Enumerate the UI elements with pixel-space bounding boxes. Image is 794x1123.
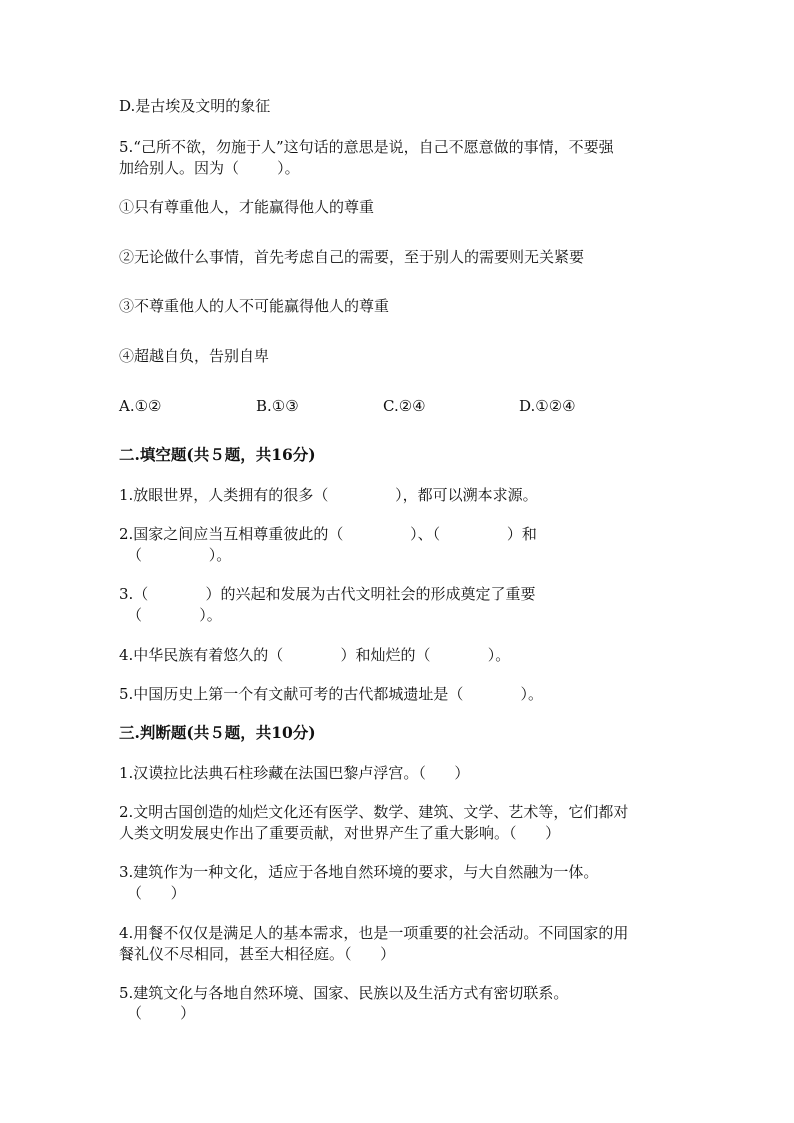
judge-q2-line1: 2.文明古国创造的灿烂文化还有医学、数学、建筑、文学、艺术等，它们都对: [119, 803, 629, 821]
fill-q5: 5.中国历史上第一个有文献可考的古代都城遗址是（ ）。: [119, 685, 544, 703]
fill-q3-line1: 3.（ ）的兴起和发展为古代文明社会的形成奠定了重要: [119, 585, 536, 603]
judge-q2-line2: 人类文明发展史作出了重要贡献，对世界产生了重大影响。（ ）: [119, 824, 561, 842]
fill-q3-line2: （ ）。: [127, 606, 222, 624]
q5-statement-4: ④超越自负，告别自卑: [119, 347, 270, 365]
q5-stem-line1: 5.“己所不欲，勿施于人”这句话的意思是说，自己不愿意做的事情，不要强: [119, 138, 614, 156]
judge-q3-line1: 3.建筑作为一种文化，适应于各地自然环境的要求，与大自然融为一体。: [119, 863, 599, 881]
fill-q1: 1.放眼世界，人类拥有的很多（ ），都可以溯本求源。: [119, 486, 538, 504]
q5-option-b: B.①③: [256, 397, 299, 415]
judge-q5-line2: （ ）: [127, 1004, 196, 1022]
judge-q4-line2: 餐礼仪不尽相同，甚至大相径庭。（ ）: [119, 945, 396, 963]
q5-statement-3: ③不尊重他人的人不可能赢得他人的尊重: [119, 297, 390, 315]
q5-option-a: A.①②: [119, 397, 162, 415]
fill-q2-line1: 2.国家之间应当互相尊重彼此的（ ）、（ ）和: [119, 525, 537, 543]
q4-option-d: D.是古埃及文明的象征: [119, 97, 271, 115]
q5-option-d: D.①②④: [519, 397, 576, 415]
q5-statement-2: ②无论做什么事情，首先考虑自己的需要，至于别人的需要则无关紧要: [119, 248, 585, 266]
q5-stem-line2: 加给别人。因为（ ）。: [119, 159, 300, 177]
section2-heading: 二.填空题(共５题，共16分): [119, 445, 316, 464]
judge-q1: 1.汉谟拉比法典石柱珍藏在法国巴黎卢浮宫。（ ）: [119, 764, 470, 782]
judge-q4-line1: 4.用餐不仅仅是满足人的基本需求，也是一项重要的社会活动。不同国家的用: [119, 924, 629, 942]
q5-statement-1: ①只有尊重他人，才能赢得他人的尊重: [119, 198, 375, 216]
section3-heading: 三.判断题(共５题，共10分): [119, 723, 316, 742]
fill-q2-line2: （ ）。: [127, 546, 232, 564]
judge-q3-line2: （ ）: [127, 884, 186, 902]
fill-q4: 4.中华民族有着悠久的（ ）和灿烂的（ ）。: [119, 646, 511, 664]
judge-q5-line1: 5.建筑文化与各地自然环境、国家、民族以及生活方式有密切联系。: [119, 984, 569, 1002]
q5-option-c: C.②④: [383, 397, 426, 415]
